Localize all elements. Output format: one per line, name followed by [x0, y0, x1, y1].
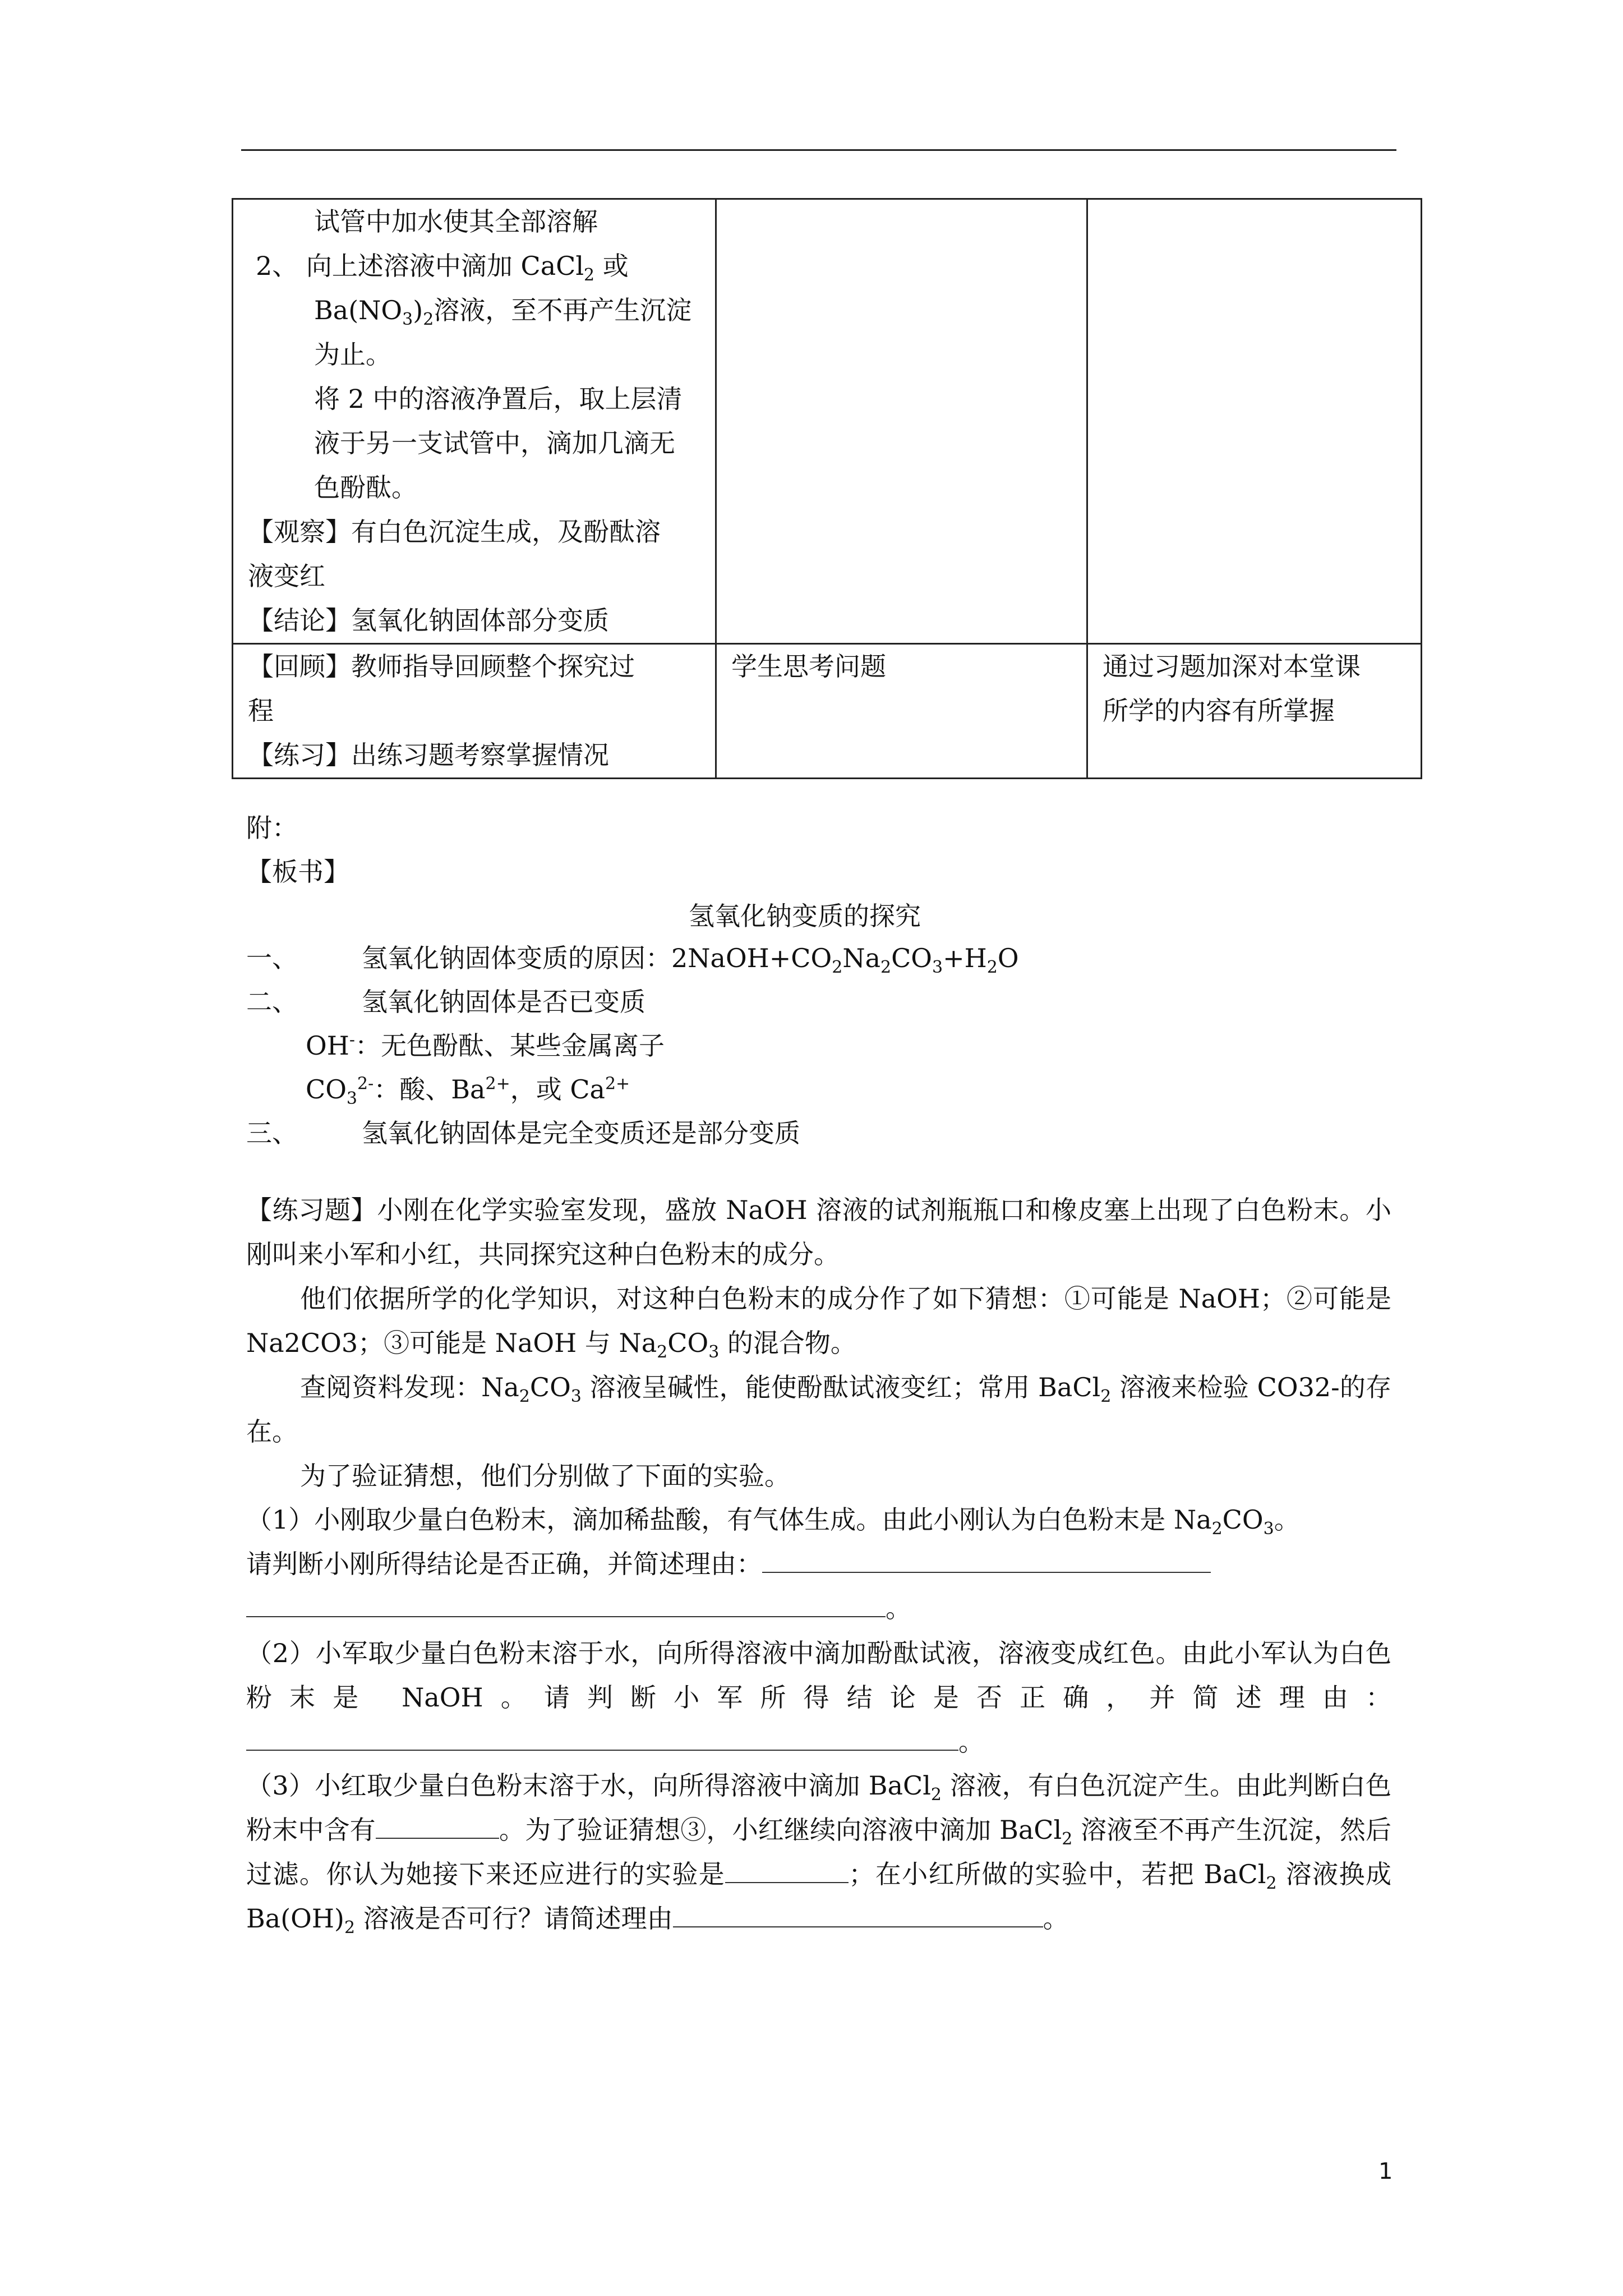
board-item-num: 一、	[246, 943, 298, 973]
question-2: （2）小军取少量白色粉末溶于水，向所得溶液中滴加酚酞试液，溶液变成红色。由此小军认为白色粉末是 NaOH。请判断小军所得结论是否正确，并简述理由： 。	[246, 1638, 1391, 1757]
table-cell-student: 学生思考问题	[716, 644, 1087, 779]
answer-blank[interactable]	[246, 1725, 958, 1751]
lesson-table	[232, 198, 1422, 779]
table-row	[233, 644, 1422, 779]
answer-blank[interactable]	[725, 1857, 849, 1883]
table-cell-intent: 通过习题加深对本堂课 所学的内容有所掌握	[1087, 644, 1422, 779]
table-row	[233, 199, 1422, 644]
board-title: 氢氧化钠变质的探究	[689, 901, 921, 931]
table-cell-steps: 【回顾】教师指导回顾整个探究过 程 【练习】出练习题考察掌握情况	[233, 644, 716, 779]
oh-line: OH-：无色酚酞、某些金属离子	[306, 1030, 665, 1061]
header-rule	[241, 149, 1396, 151]
answer-blank[interactable]	[376, 1813, 499, 1839]
exercise-intro: 【练习题】小刚在化学实验室发现，盛放 NaOH 溶液的试剂瓶瓶口和橡皮塞上出现了白色粉末。小刚叫来小军和小红，共同探究这种白色粉末的成分。	[246, 1195, 1391, 1269]
table-cell-steps: 试管中加水使其全部溶解 2、 向上述溶液中滴加 CaCl$_2$ 或 $Ba(NO_3)_2$溶液，至不再产生沉淀 为止。 将 2 中的溶液净置后，取上层清 液于另一支试管中，滴加几滴无 色酚酞。 【观察】有白色沉淀生成，及酚酞溶 液变红 【结论】氢氧化钠固体部分变质	[233, 199, 716, 644]
board-item-text: 氢氧化钠固体变质的原因：$2NaOH+CO_2Na_2CO_3+H_2O$	[362, 943, 1019, 978]
co3-line: $CO_3^{2-}$：酸、$Ba^{2+}$，或 $Ca^{2+}$	[306, 1074, 630, 1109]
exercise-purpose: 为了验证猜想，他们分别做了下面的实验。	[300, 1461, 790, 1491]
question-1: （1）小刚取少量白色粉末，滴加稀盐酸，有气体生成。由此小刚认为白色粉末是 $Na_2CO_3$。 请判断小刚所得结论是否正确，并简述理由： 。	[246, 1504, 1300, 1623]
board-item-text: 氢氧化钠固体是否已变质	[362, 987, 645, 1017]
board-item-num: 三、	[246, 1118, 298, 1148]
board-item-num: 二、	[246, 987, 298, 1017]
exercise-hypothesis: 他们依据所学的化学知识，对这种白色粉末的成分作了如下猜想：①可能是 NaOH；②可能是 Na2CO3；③可能是 NaOH 与 $Na_2CO_3$ 的混合物。	[246, 1283, 1391, 1363]
board-item-text: 氢氧化钠固体是完全变质还是部分变质	[362, 1118, 800, 1148]
table-cell-intent	[1087, 199, 1422, 644]
answer-blank[interactable]	[246, 1591, 886, 1617]
appendix-label: 附：	[246, 813, 298, 843]
answer-blank[interactable]	[673, 1902, 1043, 1927]
table-cell-student	[716, 199, 1087, 644]
board-label: 【板书】	[246, 857, 349, 887]
question-3: （3）小红取少量白色粉末溶于水，向所得溶液中滴加 BaCl$_2$ 溶液，有白色沉淀产生。由此判断白色粉末中含有 。为了验证猜想③，小红继续向溶液中滴加 BaCl$_2$ 溶液至不再产生沉淀，然后过滤。你认为她接下来还应进行的实验是 ；在小红所做的实验中，若把 BaCl$_2$ 溶液换成 $Ba(OH)_2$ 溶液是否可行？请简述理由 。	[246, 1770, 1392, 1938]
exercise-reference: 查阅资料发现：$Na_2CO_3$ 溶液呈碱性，能使酚酞试液变红；常用 BaCl$_2$ 溶液来检验 CO32-的存在。	[246, 1372, 1391, 1447]
page-number: 1	[1378, 2159, 1393, 2184]
answer-blank[interactable]	[762, 1547, 1211, 1573]
